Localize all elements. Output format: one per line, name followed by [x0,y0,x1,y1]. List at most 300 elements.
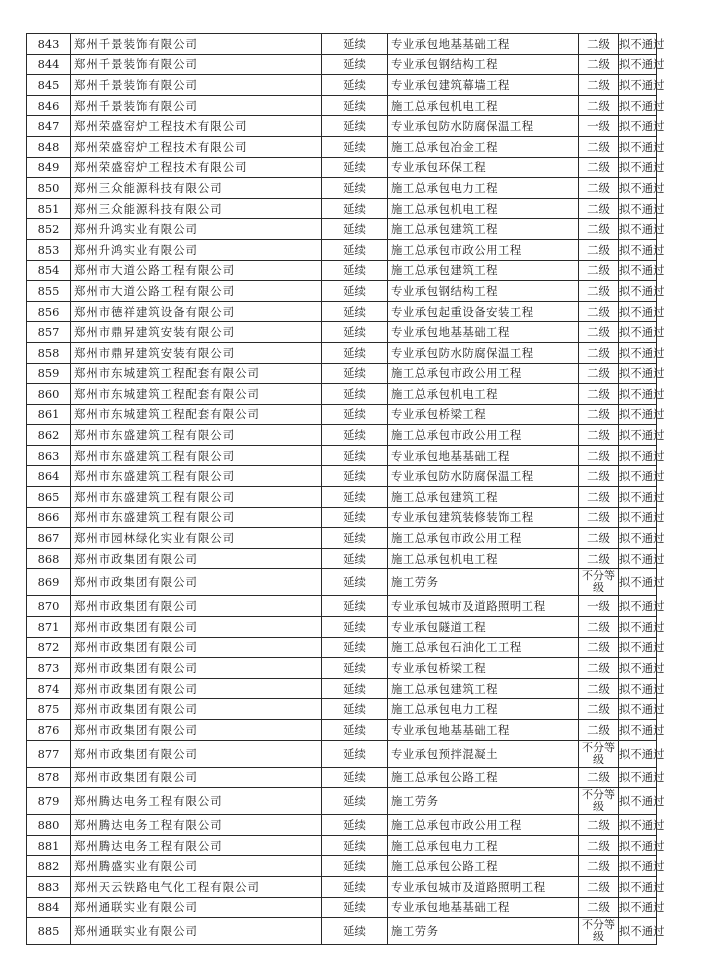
level-cell: 二级 [579,528,619,549]
level-cell: 二级 [579,678,619,699]
table-row [27,75,657,96]
result-cell: 拟不通过 [619,466,657,487]
company-name-cell: 郑州千景装饰有限公司 [71,95,322,116]
qualification-cell: 专业承包防水防腐保温工程 [388,466,579,487]
table-row [27,617,657,638]
row-number-cell: 866 [27,507,71,528]
application-type-cell: 延续 [322,856,388,877]
table-row [27,596,657,617]
company-name-cell: 郑州千景装饰有限公司 [71,54,322,75]
level-cell: 二级 [579,856,619,877]
row-number-cell: 863 [27,445,71,466]
application-type-cell: 延续 [322,301,388,322]
application-type-cell: 延续 [322,918,388,945]
result-cell: 拟不通过 [619,404,657,425]
qualification-cell: 专业承包地基基础工程 [388,720,579,741]
row-number-cell: 884 [27,897,71,918]
result-cell: 拟不通过 [619,116,657,137]
row-number-cell: 845 [27,75,71,96]
level-cell: 二级 [579,136,619,157]
company-name-cell: 郑州市政集团有限公司 [71,767,322,788]
row-number-cell: 879 [27,788,71,815]
company-name-cell: 郑州市东盛建筑工程有限公司 [71,487,322,508]
result-cell: 拟不通过 [619,487,657,508]
table-row [27,720,657,741]
qualification-cell: 施工总承包建筑工程 [388,487,579,508]
result-cell: 拟不通过 [619,34,657,55]
application-type-cell: 延续 [322,239,388,260]
company-name-cell: 郑州千景装饰有限公司 [71,34,322,55]
level-cell: 一级 [579,116,619,137]
application-type-cell: 延续 [322,897,388,918]
result-cell: 拟不通过 [619,342,657,363]
table-row [27,507,657,528]
result-cell: 拟不通过 [619,767,657,788]
qualification-cell: 施工总承包电力工程 [388,835,579,856]
level-cell: 不分等级 [579,569,619,596]
application-type-cell: 延续 [322,425,388,446]
table-row [27,95,657,116]
application-type-cell: 延续 [322,116,388,137]
row-number-cell: 855 [27,281,71,302]
level-cell: 一级 [579,596,619,617]
level-cell: 二级 [579,466,619,487]
qualification-cell: 施工总承包电力工程 [388,699,579,720]
row-number-cell: 882 [27,856,71,877]
level-cell: 二级 [579,637,619,658]
row-number-cell: 880 [27,815,71,836]
document-page [26,33,665,945]
row-number-cell: 853 [27,239,71,260]
row-number-cell: 881 [27,835,71,856]
result-cell: 拟不通过 [619,815,657,836]
application-type-cell: 延续 [322,815,388,836]
application-type-cell: 延续 [322,548,388,569]
table-row [27,466,657,487]
table-row [27,301,657,322]
qualification-cell: 专业承包建筑幕墙工程 [388,75,579,96]
table-row [27,281,657,302]
application-type-cell: 延续 [322,740,388,767]
application-type-cell: 延续 [322,876,388,897]
table-row [27,116,657,137]
row-number-cell: 872 [27,637,71,658]
company-name-cell: 郑州腾盛实业有限公司 [71,856,322,877]
result-cell: 拟不通过 [619,528,657,549]
company-name-cell: 郑州市园林绿化实业有限公司 [71,528,322,549]
application-type-cell: 延续 [322,658,388,679]
application-type-cell: 延续 [322,54,388,75]
row-number-cell: 878 [27,767,71,788]
application-type-cell: 延续 [322,569,388,596]
result-cell: 拟不通过 [619,425,657,446]
application-type-cell: 延续 [322,260,388,281]
company-name-cell: 郑州市大道公路工程有限公司 [71,260,322,281]
application-type-cell: 延续 [322,835,388,856]
result-cell: 拟不通过 [619,507,657,528]
table-row [27,835,657,856]
company-name-cell: 郑州市鼎昇建筑安装有限公司 [71,322,322,343]
company-name-cell: 郑州市东盛建筑工程有限公司 [71,507,322,528]
row-number-cell: 850 [27,178,71,199]
company-name-cell: 郑州千景装饰有限公司 [71,75,322,96]
level-cell: 二级 [579,876,619,897]
level-cell: 二级 [579,658,619,679]
level-cell: 不分等级 [579,740,619,767]
table-row [27,198,657,219]
qualification-cell: 施工劳务 [388,918,579,945]
application-type-cell: 延续 [322,678,388,699]
level-cell: 二级 [579,699,619,720]
table-row [27,678,657,699]
application-type-cell: 延续 [322,281,388,302]
qualification-cell: 施工劳务 [388,788,579,815]
level-cell: 二级 [579,75,619,96]
company-name-cell: 郑州腾达电务工程有限公司 [71,788,322,815]
qualification-cell: 专业承包钢结构工程 [388,281,579,302]
qualification-cell: 施工总承包建筑工程 [388,260,579,281]
qualification-cell: 施工总承包市政公用工程 [388,425,579,446]
result-cell: 拟不通过 [619,239,657,260]
level-cell: 二级 [579,404,619,425]
result-cell: 拟不通过 [619,637,657,658]
qualification-cell: 施工总承包市政公用工程 [388,363,579,384]
application-type-cell: 延续 [322,136,388,157]
table-row [27,445,657,466]
application-type-cell: 延续 [322,699,388,720]
company-name-cell: 郑州市东盛建筑工程有限公司 [71,425,322,446]
level-cell: 二级 [579,363,619,384]
company-name-cell: 郑州市政集团有限公司 [71,658,322,679]
qualification-cell: 专业承包防水防腐保温工程 [388,342,579,363]
company-name-cell: 郑州荣盛窑炉工程技术有限公司 [71,157,322,178]
application-type-cell: 延续 [322,178,388,199]
table-row [27,487,657,508]
company-name-cell: 郑州三众能源科技有限公司 [71,198,322,219]
application-type-cell: 延续 [322,75,388,96]
qualification-cell: 施工总承包公路工程 [388,856,579,877]
qualification-cell: 专业承包起重设备安装工程 [388,301,579,322]
qualification-cell: 专业承包城市及道路照明工程 [388,876,579,897]
table-row [27,548,657,569]
result-cell: 拟不通过 [619,876,657,897]
row-number-cell: 848 [27,136,71,157]
table-row [27,136,657,157]
result-cell: 拟不通过 [619,136,657,157]
qualification-cell: 专业承包桥梁工程 [388,404,579,425]
qualification-cell: 施工总承包公路工程 [388,767,579,788]
table-row [27,219,657,240]
row-number-cell: 844 [27,54,71,75]
qualification-cell: 施工总承包建筑工程 [388,219,579,240]
qualification-cell: 施工总承包建筑工程 [388,678,579,699]
row-number-cell: 843 [27,34,71,55]
result-cell: 拟不通过 [619,198,657,219]
company-name-cell: 郑州通联实业有限公司 [71,918,322,945]
result-cell: 拟不通过 [619,54,657,75]
row-number-cell: 864 [27,466,71,487]
row-number-cell: 854 [27,260,71,281]
row-number-cell: 883 [27,876,71,897]
qualification-cell: 专业承包地基基础工程 [388,322,579,343]
qualification-cell: 施工总承包机电工程 [388,384,579,405]
table-row [27,384,657,405]
level-cell: 二级 [579,178,619,199]
result-cell: 拟不通过 [619,835,657,856]
qualification-cell: 专业承包钢结构工程 [388,54,579,75]
row-number-cell: 861 [27,404,71,425]
result-cell: 拟不通过 [619,856,657,877]
result-cell: 拟不通过 [619,788,657,815]
row-number-cell: 871 [27,617,71,638]
row-number-cell: 885 [27,918,71,945]
application-type-cell: 延续 [322,384,388,405]
company-name-cell: 郑州市东盛建筑工程有限公司 [71,445,322,466]
qualification-cell: 施工总承包石油化工工程 [388,637,579,658]
company-name-cell: 郑州三众能源科技有限公司 [71,178,322,199]
company-name-cell: 郑州市政集团有限公司 [71,740,322,767]
level-cell: 二级 [579,815,619,836]
result-cell: 拟不通过 [619,219,657,240]
level-cell: 二级 [579,301,619,322]
row-number-cell: 860 [27,384,71,405]
qualification-cell: 专业承包隧道工程 [388,617,579,638]
result-cell: 拟不通过 [619,178,657,199]
table-row [27,918,657,945]
result-cell: 拟不通过 [619,75,657,96]
qualification-cell: 专业承包桥梁工程 [388,658,579,679]
company-name-cell: 郑州市大道公路工程有限公司 [71,281,322,302]
table-row [27,788,657,815]
level-cell: 二级 [579,239,619,260]
level-cell: 二级 [579,835,619,856]
table-row [27,178,657,199]
company-name-cell: 郑州市政集团有限公司 [71,569,322,596]
company-name-cell: 郑州市政集团有限公司 [71,637,322,658]
qualification-cell: 施工总承包电力工程 [388,178,579,199]
qualification-cell: 专业承包建筑装修装饰工程 [388,507,579,528]
result-cell: 拟不通过 [619,569,657,596]
application-type-cell: 延续 [322,720,388,741]
row-number-cell: 847 [27,116,71,137]
company-name-cell: 郑州市德祥建筑设备有限公司 [71,301,322,322]
level-cell: 二级 [579,445,619,466]
application-type-cell: 延续 [322,34,388,55]
table-row [27,425,657,446]
row-number-cell: 877 [27,740,71,767]
table-row [27,897,657,918]
level-cell: 二级 [579,34,619,55]
table-row [27,54,657,75]
row-number-cell: 858 [27,342,71,363]
level-cell: 二级 [579,260,619,281]
result-cell: 拟不通过 [619,617,657,638]
application-type-cell: 延续 [322,445,388,466]
row-number-cell: 859 [27,363,71,384]
table-row [27,528,657,549]
result-cell: 拟不通过 [619,95,657,116]
qualification-cell: 施工总承包冶金工程 [388,136,579,157]
level-cell: 二级 [579,322,619,343]
qualification-cell: 施工总承包机电工程 [388,198,579,219]
row-number-cell: 870 [27,596,71,617]
table-row [27,404,657,425]
table-row [27,34,657,55]
table-row [27,637,657,658]
company-name-cell: 郑州市政集团有限公司 [71,617,322,638]
application-type-cell: 延续 [322,528,388,549]
level-cell: 二级 [579,219,619,240]
row-number-cell: 851 [27,198,71,219]
level-cell: 二级 [579,425,619,446]
qualification-cell: 专业承包城市及道路照明工程 [388,596,579,617]
result-cell: 拟不通过 [619,897,657,918]
level-cell: 二级 [579,720,619,741]
row-number-cell: 852 [27,219,71,240]
table-row [27,767,657,788]
level-cell: 不分等级 [579,918,619,945]
application-type-cell: 延续 [322,95,388,116]
application-type-cell: 延续 [322,466,388,487]
qualification-cell: 施工劳务 [388,569,579,596]
company-name-cell: 郑州市东城建筑工程配套有限公司 [71,363,322,384]
application-type-cell: 延续 [322,596,388,617]
application-type-cell: 延续 [322,342,388,363]
row-number-cell: 873 [27,658,71,679]
qualification-cell: 施工总承包机电工程 [388,548,579,569]
company-name-cell: 郑州市政集团有限公司 [71,548,322,569]
result-cell: 拟不通过 [619,596,657,617]
company-name-cell: 郑州通联实业有限公司 [71,897,322,918]
company-name-cell: 郑州市政集团有限公司 [71,699,322,720]
table-row [27,322,657,343]
table-row [27,876,657,897]
company-name-cell: 郑州天云铁路电气化工程有限公司 [71,876,322,897]
company-name-cell: 郑州荣盛窑炉工程技术有限公司 [71,136,322,157]
application-type-cell: 延续 [322,788,388,815]
level-cell: 二级 [579,342,619,363]
result-cell: 拟不通过 [619,384,657,405]
company-name-cell: 郑州市鼎昇建筑安装有限公司 [71,342,322,363]
company-name-cell: 郑州升鸿实业有限公司 [71,219,322,240]
result-cell: 拟不通过 [619,720,657,741]
table-row [27,740,657,767]
level-cell: 二级 [579,897,619,918]
company-name-cell: 郑州升鸿实业有限公司 [71,239,322,260]
row-number-cell: 865 [27,487,71,508]
level-cell: 二级 [579,281,619,302]
qualification-table [26,33,665,945]
table-row [27,856,657,877]
company-name-cell: 郑州腾达电务工程有限公司 [71,815,322,836]
result-cell: 拟不通过 [619,740,657,767]
qualification-cell: 专业承包预拌混凝土 [388,740,579,767]
result-cell: 拟不通过 [619,658,657,679]
level-cell: 二级 [579,548,619,569]
company-name-cell: 郑州市政集团有限公司 [71,596,322,617]
level-cell: 二级 [579,617,619,638]
table-row [27,658,657,679]
qualification-cell: 专业承包防水防腐保温工程 [388,116,579,137]
row-number-cell: 869 [27,569,71,596]
row-number-cell: 849 [27,157,71,178]
application-type-cell: 延续 [322,322,388,343]
company-name-cell: 郑州市东城建筑工程配套有限公司 [71,384,322,405]
level-cell: 不分等级 [579,788,619,815]
result-cell: 拟不通过 [619,301,657,322]
application-type-cell: 延续 [322,617,388,638]
application-type-cell: 延续 [322,157,388,178]
application-type-cell: 延续 [322,507,388,528]
result-cell: 拟不通过 [619,322,657,343]
table-row [27,260,657,281]
level-cell: 二级 [579,157,619,178]
row-number-cell: 868 [27,548,71,569]
result-cell: 拟不通过 [619,548,657,569]
table-row [27,569,657,596]
company-name-cell: 郑州市东城建筑工程配套有限公司 [71,404,322,425]
level-cell: 二级 [579,487,619,508]
application-type-cell: 延续 [322,637,388,658]
qualification-cell: 专业承包环保工程 [388,157,579,178]
result-cell: 拟不通过 [619,363,657,384]
table-row [27,699,657,720]
row-number-cell: 875 [27,699,71,720]
qualification-cell: 专业承包地基基础工程 [388,897,579,918]
row-number-cell: 857 [27,322,71,343]
level-cell: 二级 [579,95,619,116]
application-type-cell: 延续 [322,363,388,384]
table-body [27,34,665,945]
qualification-cell: 专业承包地基基础工程 [388,445,579,466]
row-number-cell: 867 [27,528,71,549]
result-cell: 拟不通过 [619,445,657,466]
application-type-cell: 延续 [322,404,388,425]
row-number-cell: 862 [27,425,71,446]
qualification-cell: 施工总承包市政公用工程 [388,528,579,549]
result-cell: 拟不通过 [619,699,657,720]
company-name-cell: 郑州市政集团有限公司 [71,678,322,699]
qualification-cell: 施工总承包市政公用工程 [388,239,579,260]
level-cell: 二级 [579,767,619,788]
level-cell: 二级 [579,384,619,405]
level-cell: 二级 [579,54,619,75]
row-number-cell: 846 [27,95,71,116]
application-type-cell: 延续 [322,219,388,240]
qualification-cell: 施工总承包市政公用工程 [388,815,579,836]
table-row [27,363,657,384]
row-number-cell: 856 [27,301,71,322]
result-cell: 拟不通过 [619,157,657,178]
result-cell: 拟不通过 [619,678,657,699]
company-name-cell: 郑州市东盛建筑工程有限公司 [71,466,322,487]
qualification-cell: 施工总承包机电工程 [388,95,579,116]
result-cell: 拟不通过 [619,281,657,302]
application-type-cell: 延续 [322,767,388,788]
level-cell: 二级 [579,198,619,219]
table-row [27,815,657,836]
table-row [27,342,657,363]
row-number-cell: 874 [27,678,71,699]
qualification-cell: 专业承包地基基础工程 [388,34,579,55]
level-cell: 二级 [579,507,619,528]
table-row [27,239,657,260]
company-name-cell: 郑州荣盛窑炉工程技术有限公司 [71,116,322,137]
application-type-cell: 延续 [322,487,388,508]
result-cell: 拟不通过 [619,918,657,945]
company-name-cell: 郑州腾达电务工程有限公司 [71,835,322,856]
result-cell: 拟不通过 [619,260,657,281]
